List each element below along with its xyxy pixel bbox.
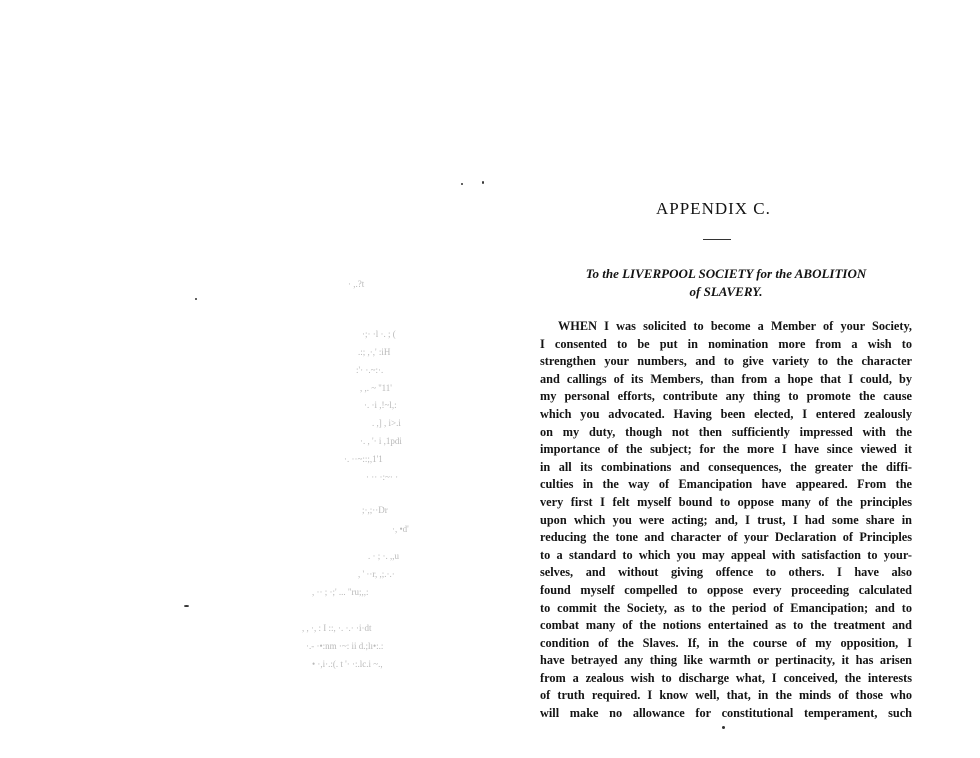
body-line: upon which you were acting; and, I trust, I had some share in	[540, 512, 912, 527]
ghost-line: ;·,;··Dr	[362, 505, 388, 515]
body-line: which you advocated. Having been elected, I entered zealously	[540, 406, 912, 421]
title-rule	[703, 239, 731, 240]
scan-speck	[195, 298, 197, 300]
ghost-line: ·. ·i ,!~l,:	[364, 400, 397, 410]
body-line: to commit the Society, as to the period of Emancipation; and to	[540, 600, 912, 615]
ghost-line: , , ·, : I ::, ·. ·.· ·i·dt	[302, 623, 372, 633]
body-line: strengthen your numbers, and to give variety to the character	[540, 354, 912, 369]
ghost-line: ·, •d'	[392, 524, 409, 534]
body-line: culties in the way of Emancipation have appeared. From the	[540, 477, 912, 492]
body-line: found myself compelled to oppose every proceeding calculated	[540, 582, 912, 597]
letter-heading	[540, 265, 912, 301]
ghost-line: · ,.?t	[348, 279, 365, 289]
body-line: combat many of the notions entertained as to the treatment and	[540, 618, 912, 633]
body-line: condition of the Slaves. If, in the course of my opposition, I	[540, 635, 912, 650]
body-line: from a zealous wish to discharge what, I conceived, the interests	[540, 670, 912, 685]
ghost-line: , ·· ; ·;' ... "ru;,,:	[312, 587, 369, 597]
body-line: I consented to be put in nomination more from a wish to	[540, 336, 912, 351]
body-line: very first I felt myself bound to oppose many of the principles	[540, 494, 912, 509]
heading-line-2: of SLAVERY.	[689, 284, 763, 299]
scan-speck	[461, 183, 463, 185]
body-line: to a standard to which you may appeal with satisfaction to your-	[540, 547, 912, 562]
body-line: reducing the tone and character of your Declaration of Principles	[540, 530, 912, 545]
scan-speck	[184, 605, 189, 607]
ghost-line: ·.- ·•:nm ·~: ii d.;lı•:.:	[306, 641, 384, 651]
ghost-line: .:; ,·,' :iH	[358, 347, 391, 357]
heading-line-1: To the LIVERPOOL SOCIETY for the ABOLITION	[585, 266, 867, 281]
body-line: of truth required. I know well, that, in the minds of those who	[540, 688, 912, 703]
body-line: WHEN I was solicited to become a Member of your Society,	[558, 319, 912, 333]
letter-body	[540, 318, 912, 723]
appendix-title: APPENDIX C.	[656, 199, 771, 218]
ghost-line: ·. , '· i ,1pdi	[360, 436, 402, 446]
ghost-line: :'· ·.~:·.	[356, 365, 384, 375]
ghost-line: , ,. ~ ''11'	[360, 383, 392, 393]
body-line: and callings of its Members, than from a hope that I could, by	[540, 371, 912, 386]
ghost-line: . · ; ·. ,,u	[368, 551, 399, 561]
body-line: my personal efforts, contribute any thing to promote the cause	[540, 389, 912, 404]
body-line: have betrayed any thing like warmth or pertinacity, it has arisen	[540, 653, 912, 668]
ghost-line: • ·,i·.:(. t '· ·:.lc.i ~.,	[312, 659, 383, 669]
ghost-line: . ,] , i>.i	[372, 418, 401, 428]
body-line: will make no allowance for constitutional temperament, such	[540, 706, 912, 721]
body-line: in all its combinations and consequences, the greater the diffi-	[540, 459, 912, 474]
ghost-line: · ·· ·:~· ·	[366, 472, 399, 482]
ghost-line: , ' ··r, ,;.·.·	[358, 569, 395, 579]
scan-speck	[722, 726, 725, 729]
ghost-line: ·. ··~::;,1'1	[344, 454, 383, 464]
ghost-line: ·;· ·l ·. ; (	[362, 329, 396, 339]
body-line: on my duty, though not then sufficiently impressed with the	[540, 424, 912, 439]
body-line: importance of the subject; for the more I have since viewed it	[540, 442, 912, 457]
scan-speck	[482, 181, 484, 184]
body-line: selves, and without giving offence to others. I have also	[540, 565, 912, 580]
